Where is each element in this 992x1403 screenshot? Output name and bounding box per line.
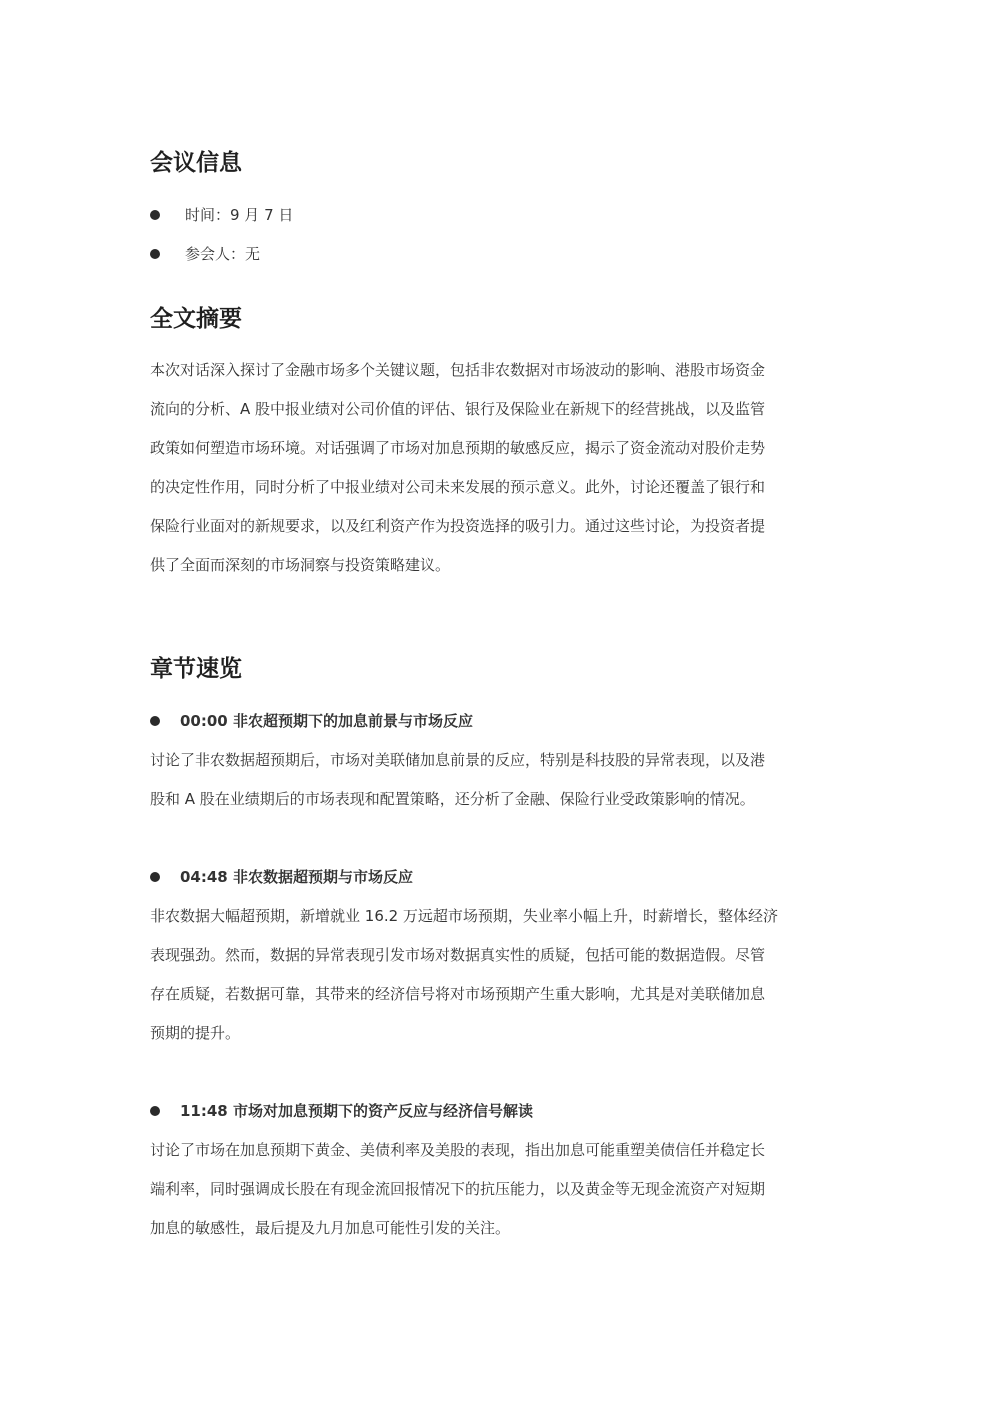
summary-line: 政策如何塑造市场环境。对话强调了市场对加息预期的敏感反应，揭示了资金流动对股价走势 xyxy=(150,439,766,457)
chapter-line: 股和 A 股在业绩期后的市场表现和配置策略，还分析了金融、保险行业受政策影响的情况。 xyxy=(150,790,755,808)
chapter-item xyxy=(150,1099,844,1123)
bullet-icon xyxy=(150,249,160,259)
bullet-icon xyxy=(150,872,160,882)
chapters-heading: 章节速览 xyxy=(150,656,242,682)
chapter-line: 存在质疑，若数据可靠，其带来的经济信号将对市场预期产生重大影响，尤其是对美联储加息 xyxy=(150,985,766,1003)
meeting-participants-text: 参会人：无 xyxy=(185,245,261,263)
chapter-line: 非农数据大幅超预期，新增就业 16.2 万远超市场预期，失业率小幅上升，时薪增长，整体经济 xyxy=(150,907,778,925)
summary-line: 保险行业面对的新规要求，以及红利资产作为投资选择的吸引力。通过这些讨论，为投资者提 xyxy=(150,517,766,535)
chapter-item xyxy=(150,709,844,733)
chapter-title: 04:48 非农数据超预期与市场反应 xyxy=(180,868,413,886)
meeting-time-item xyxy=(150,203,844,227)
summary-line: 本次对话深入探讨了金融市场多个关键议题，包括非农数据对市场波动的影响、港股市场资金 xyxy=(150,361,766,379)
chapter-line: 加息的敏感性，最后提及九月加息可能性引发的关注。 xyxy=(150,1219,511,1237)
bullet-icon xyxy=(150,1106,160,1116)
bullet-icon xyxy=(150,210,160,220)
summary-line: 流向的分析、A 股中报业绩对公司价值的评估、银行及保险业在新规下的经营挑战，以及监管 xyxy=(150,400,766,418)
chapter-title: 00:00 非农超预期下的加息前景与市场反应 xyxy=(180,712,473,730)
meeting-time-text: 时间：9 月 7 日 xyxy=(185,206,294,224)
chapter-item xyxy=(150,865,844,889)
bullet-icon xyxy=(150,716,160,726)
chapter-line: 讨论了市场在加息预期下黄金、美债利率及美股的表现，指出加息可能重塑美债信任并稳定长 xyxy=(150,1141,766,1159)
chapter-line: 预期的提升。 xyxy=(150,1024,241,1042)
chapter-line: 表现强劲。然而，数据的异常表现引发市场对数据真实性的质疑，包括可能的数据造假。尽管 xyxy=(150,946,766,964)
chapter-description xyxy=(150,897,844,1053)
summary-paragraph xyxy=(150,351,844,585)
summary-line: 的决定性作用，同时分析了中报业绩对公司未来发展的预示意义。此外，讨论还覆盖了银行和 xyxy=(150,478,766,496)
chapter-description xyxy=(150,741,844,819)
chapter-title: 11:48 市场对加息预期下的资产反应与经济信号解读 xyxy=(180,1102,533,1120)
chapter-line: 讨论了非农数据超预期后，市场对美联储加息前景的反应，特别是科技股的异常表现，以及港 xyxy=(150,751,766,769)
chapter-description xyxy=(150,1131,844,1248)
meeting-participants-item xyxy=(150,242,844,266)
meeting-info-heading: 会议信息 xyxy=(150,150,242,176)
summary-line: 供了全面而深刻的市场洞察与投资策略建议。 xyxy=(150,556,451,574)
summary-heading: 全文摘要 xyxy=(150,306,242,332)
chapter-line: 端利率，同时强调成长股在有现金流回报情况下的抗压能力，以及黄金等无现金流资产对短期 xyxy=(150,1180,766,1198)
